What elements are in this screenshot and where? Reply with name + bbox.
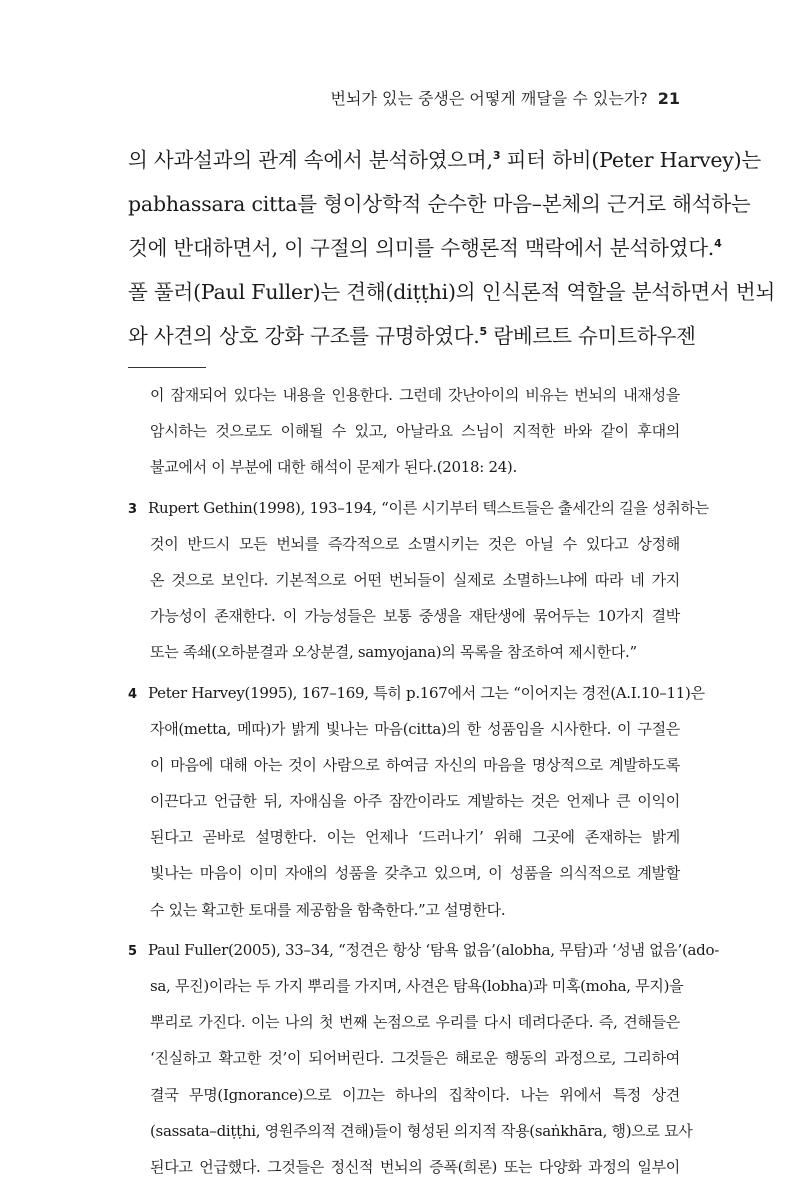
footnote-5-line: 뿌리로 가진다. 이는 나의 첫 번째 논점으로 우리를 다시 데려다준다. 즉, 견해들은 (150, 1013, 680, 1032)
footnote-ref[interactable]: 5 (479, 325, 488, 339)
footnote-3-line: 또는 족쇄(오하분결과 오상분결, samyojana)의 목록을 참조하여 제시한다.” (150, 643, 637, 662)
footnote-4-line: 4 Peter Harvey(1995), 167–169, 특히 p.167에서 그는 “이어지는 경전(A.I.10–11)은 (128, 675, 680, 711)
footnote-5-line: ‘진실하고 확고한 것’이 되어버린다. 그것들은 해로운 행동의 과정으로, 그리하여 (150, 1049, 680, 1068)
footnote-4-line: 된다고 곧바로 설명한다. 이는 언제나 ‘드러나기’ 위해 그곳에 존재하는 밝게 (150, 828, 680, 847)
running-title: 번뇌가 있는 중생은 어떻게 깨달을 수 있는가? (330, 89, 648, 108)
body-line: pabhassara citta를 형이상학적 순수한 마음–본체의 근거로 해석하는 (128, 192, 751, 216)
footnote-4-line: 빛나는 마음이 이미 자애의 성품을 갖추고 있으며, 이 성품을 의식적으로 계발할 (150, 864, 680, 883)
footnote-5-line: 결국 무명(Ignorance)으로 이끄는 하나의 집착이다. 나는 위에서 특정 상견 (150, 1085, 680, 1104)
footnote-line: 불교에서 이 부분에 대한 해석이 문제가 된다.(2018: 24). (150, 458, 517, 477)
footnote-5-line: sa, 무진)이라는 두 가지 뿌리를 가지며, 사견은 탐욕(lobha)과 미혹(moha, 무지)을 (150, 977, 684, 995)
footnote-4-line: 자애(metta, 메따)가 밝게 빛나는 마음(citta)의 한 성품임을 시사한다. 이 구절은 (150, 719, 680, 738)
page-number: 21 (657, 89, 680, 108)
body-line: 것에 반대하면서, 이 구절의 의미를 수행론적 맥락에서 분석하였다.$^4$ (128, 236, 722, 260)
footnote-number: 5 (128, 943, 137, 959)
footnote-ref[interactable]: 4 (714, 237, 722, 251)
main-text (128, 138, 776, 358)
footnote-3-line: 온 것으로 보인다. 기본적으로 어떤 번뇌들이 실제로 소멸하느냐에 따라 네 가지 (150, 570, 680, 589)
footnote-line: 암시하는 것으로도 이해될 수 있고, 아날라요 스님이 지적한 바와 같이 후대의 (150, 422, 680, 441)
footnote-4-line: 수 있는 확고한 토대를 제공함을 함축한다.”고 설명한다. (150, 900, 506, 919)
body-line: 와 사견의 상호 강화 구조를 규명하였다.$^5$ 람베르트 슈미트하우젠 (128, 324, 696, 348)
footnote-5-line: 5 Paul Fuller(2005), 33–34, “정견은 항상 ‘탐욕 없음’(alobha, 무탐)과 ‘성냄 없음’(ado- (128, 932, 680, 968)
footnote-3-line: 것이 반드시 모든 번뇌를 즉각적으로 소멸시키는 것은 아닐 수 있다고 상정해 (150, 534, 680, 553)
footnote-4-line: 이 마음에 대해 아는 것이 사람으로 하여금 자신의 마음을 명상적으로 계발하도록 (150, 755, 680, 774)
footnotes (128, 377, 719, 1185)
footnote-line: 이 잠재되어 있다는 내용을 인용한다. 그런데 갓난아이의 비유는 번뇌의 내재성을 (150, 386, 680, 404)
footnote-number: 3 (128, 501, 137, 517)
footnote-number: 4 (128, 686, 137, 702)
footnote-separator (128, 367, 206, 368)
footnote-5-line: 된다고 언급했다. 그것들은 정신적 번뇌의 증폭(희론) 또는 다양화 과정의 일부이 (150, 1157, 680, 1176)
footnote-3-line: 3 Rupert Gethin(1998), 193–194, “이른 시기부터 텍스트들은 출세간의 길을 성취하는 (128, 490, 680, 526)
footnote-3-line: 가능성이 존재한다. 이 가능성들은 보통 중생을 재탄생에 묶어두는 10가지 결박 (150, 607, 680, 626)
body-line: 의 사과설과의 관계 속에서 분석하였으며,$^3$ 피터 하비(Peter Harvey)는 (128, 148, 762, 172)
footnote-ref[interactable]: 3 (492, 149, 501, 163)
body-line: 폴 풀러(Paul Fuller)는 견해(diṭṭhi)의 인식론적 역할을 분석하면서 번뇌 (128, 280, 776, 304)
running-header (331, 86, 680, 109)
footnote-4-line: 이끈다고 언급한 뒤, 자애심을 아주 잠깐이라도 계발하는 것은 언제나 큰 이익이 (150, 792, 680, 811)
footnote-5-line: (sassata–diṭṭhi, 영원주의적 견해)들이 형성된 의지적 작용(saṅkhāra, 행)으로 묘사 (150, 1121, 693, 1140)
